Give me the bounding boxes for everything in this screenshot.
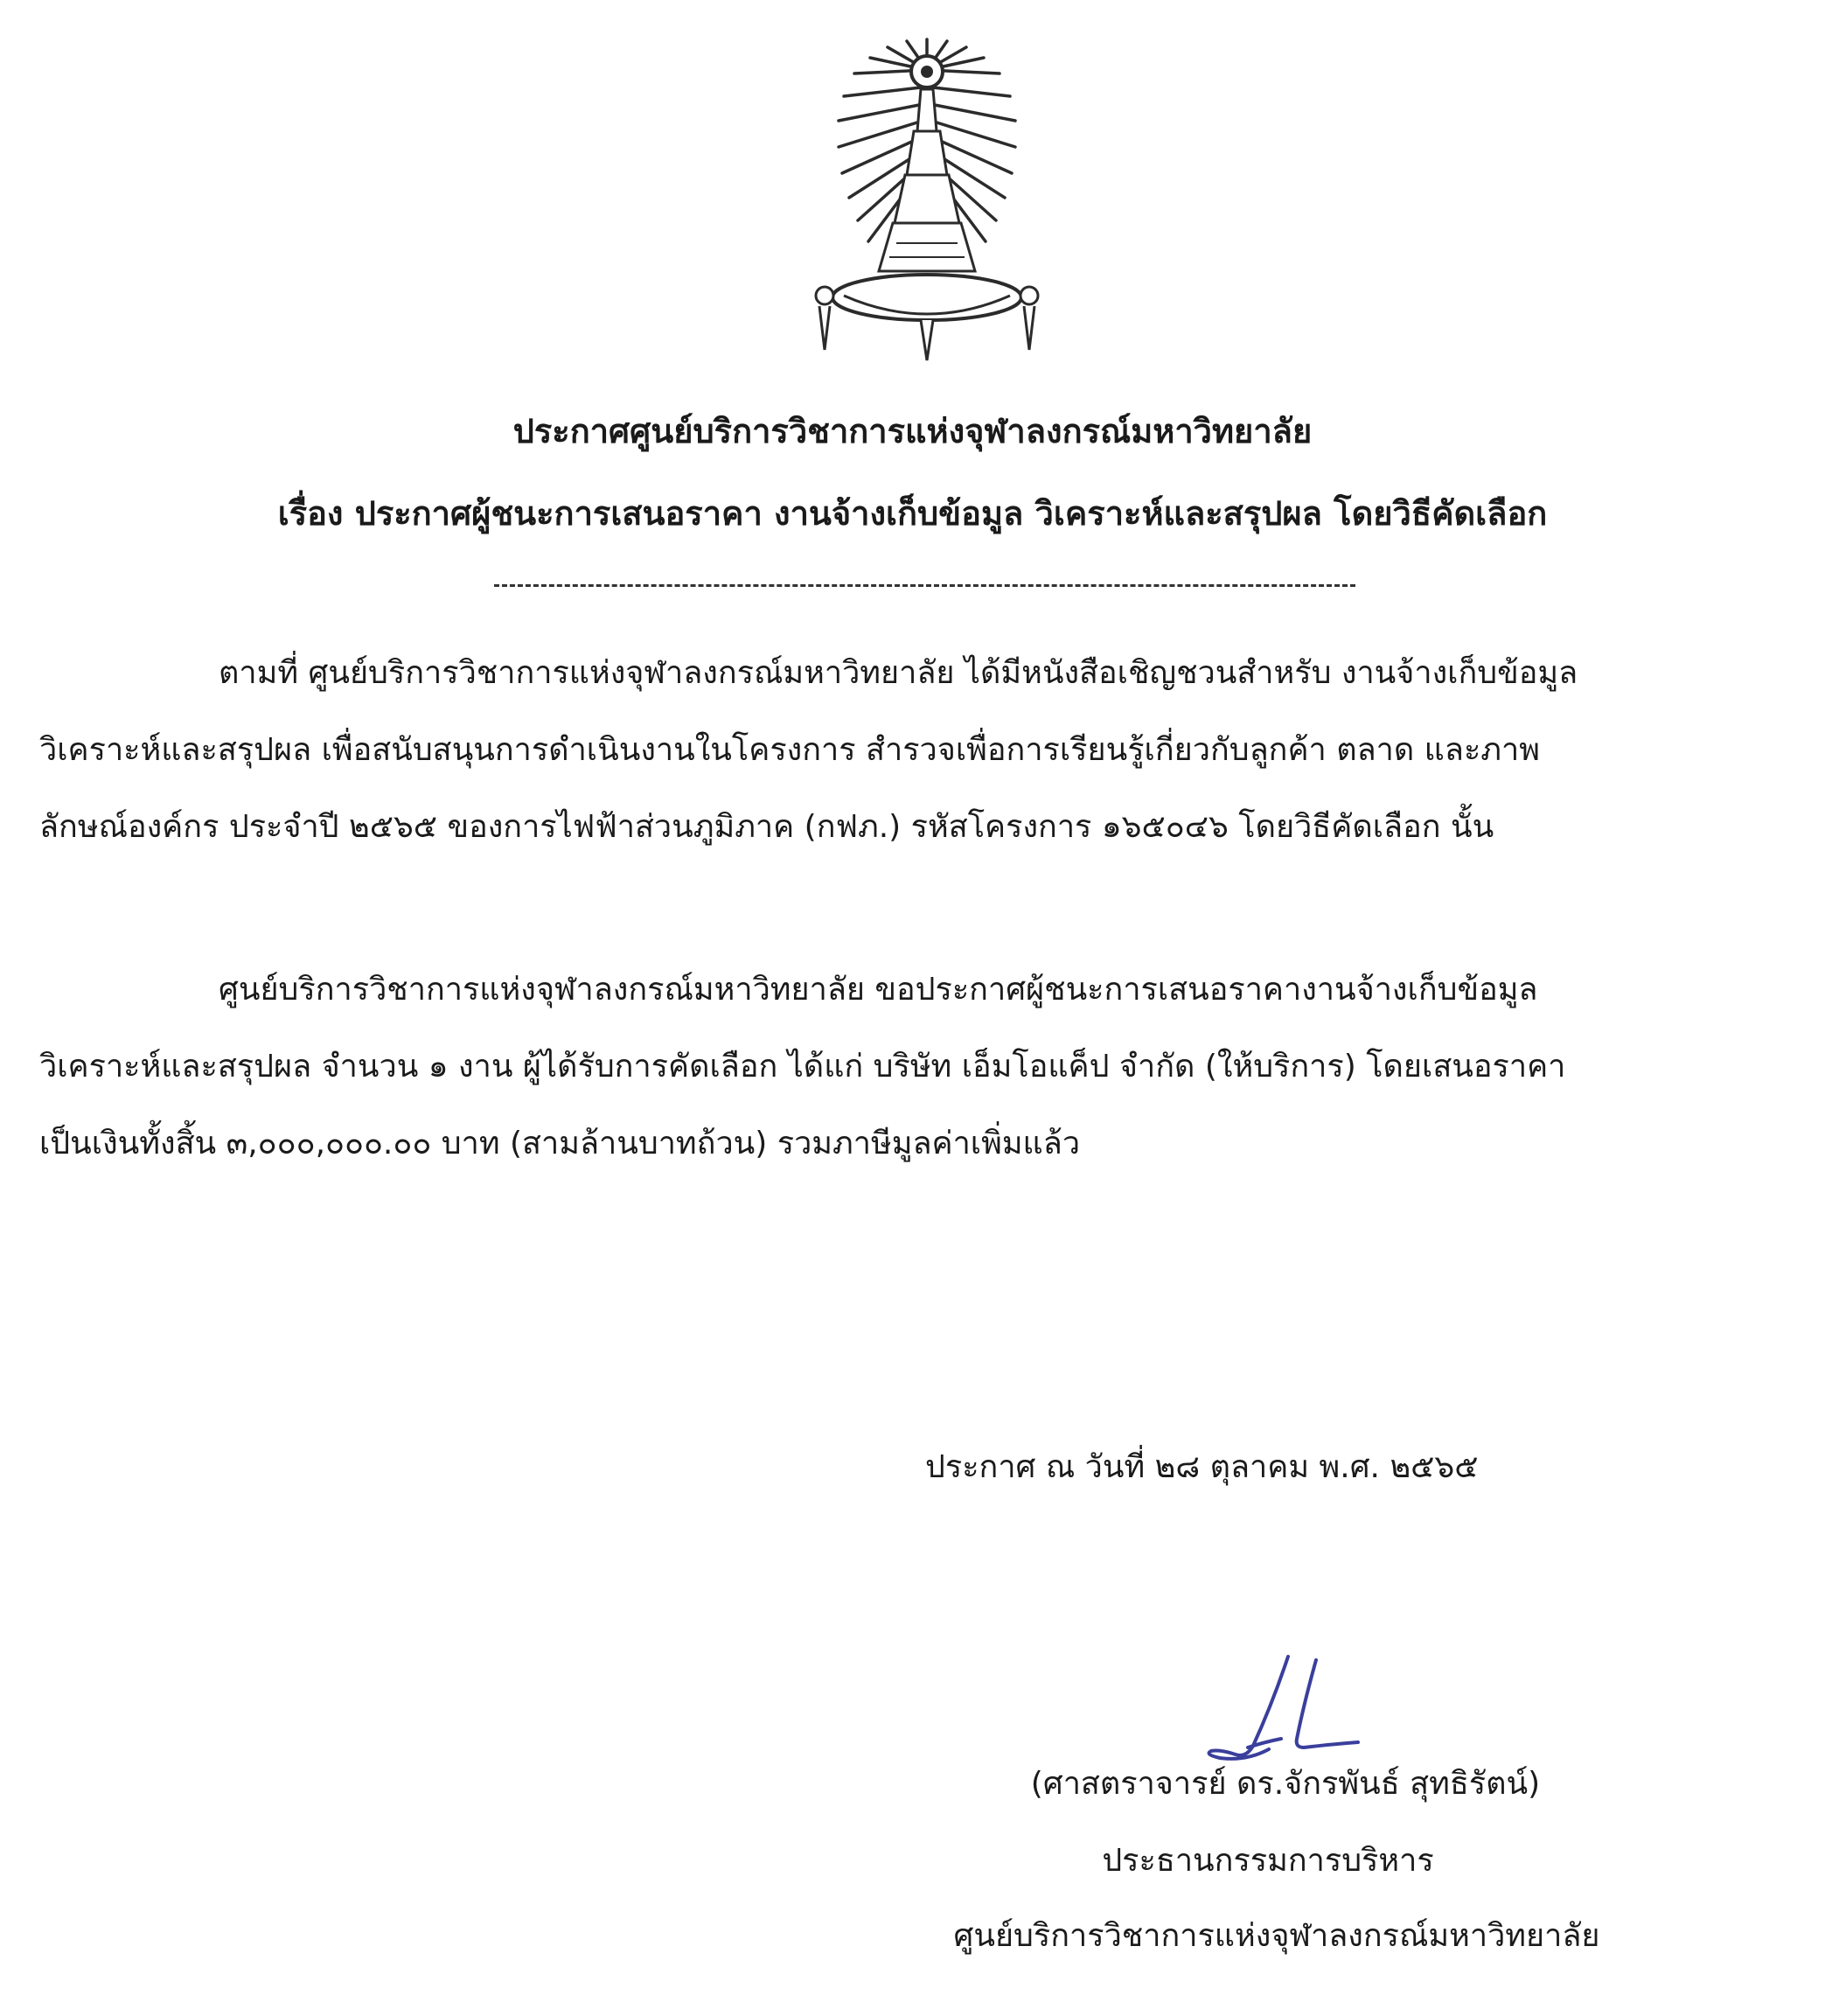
paragraph-1-line-2: วิเคราะห์และสรุปผล เพื่อสนับสนุนการดำเนินงานในโครงการ สำรวจเพื่อการเรียนรู้เกี่ยวกับลูกค้า ตลาด และภาพ [39, 732, 1540, 768]
signer-organization: ศูนย์บริการวิชาการแห่งจุฬาลงกรณ์มหาวิทยาลัย [953, 1918, 1600, 1954]
title-divider [494, 584, 1355, 587]
phra-kiao-emblem-icon [809, 35, 1045, 385]
announcement-subject: เรื่อง ประกาศผู้ชนะการเสนอราคา งานจ้างเก็บข้อมูล วิเคราะห์และสรุปผล โดยวิธีคัดเลือก [277, 494, 1548, 533]
signer-name: (ศาสตราจารย์ ดร.จักรพันธ์ สุทธิรัตน์) [1030, 1766, 1541, 1802]
signer-title: ประธานกรรมการบริหาร [1102, 1843, 1434, 1879]
body-paragraph-2 [39, 952, 1780, 1182]
paragraph-2-line-3: เป็นเงินทั้งสิ้น ๓,๐๐๐,๐๐๐.๐๐ บาท (สามล้านบาทถ้วน) รวมภาษีมูลค่าเพิ่มแล้ว [39, 1126, 1081, 1161]
announcement-title: ประกาศศูนย์บริการวิชาการแห่งจุฬาลงกรณ์มหาวิทยาลัย [512, 412, 1313, 450]
paragraph-1-line-3: ลักษณ์องค์กร ประจำปี ๒๕๖๕ ของการไฟฟ้าส่วนภูมิภาค (กฟภ.) รหัสโครงการ ๑๖๕๐๔๖ โดยวิธีคัดเลือก นั้น [39, 809, 1494, 845]
paragraph-1-line-1: ตามที่ ศูนย์บริการวิชาการแห่งจุฬาลงกรณ์มหาวิทยาลัย ได้มีหนังสือเชิญชวนสำหรับ งานจ้างเก็บข้อมูล [219, 655, 1578, 691]
paragraph-2-line-1: ศูนย์บริการวิชาการแห่งจุฬาลงกรณ์มหาวิทยาลัย ขอประกาศผู้ชนะการเสนอราคางานจ้างเก็บข้อมูล [219, 972, 1538, 1008]
body-paragraph-1 [39, 635, 1780, 866]
announcement-date: ประกาศ ณ วันที่ ๒๘ ตุลาคม พ.ศ. ๒๕๖๕ [925, 1449, 1479, 1485]
handwritten-signature [1185, 1651, 1377, 1765]
paragraph-2-line-2: วิเคราะห์และสรุปผล จำนวน ๑ งาน ผู้ได้รับการคัดเลือก ได้แก่ บริษัท เอ็มโอแค็ป จำกัด (ให้บริการ) โดยเสนอราคา [39, 1049, 1566, 1085]
